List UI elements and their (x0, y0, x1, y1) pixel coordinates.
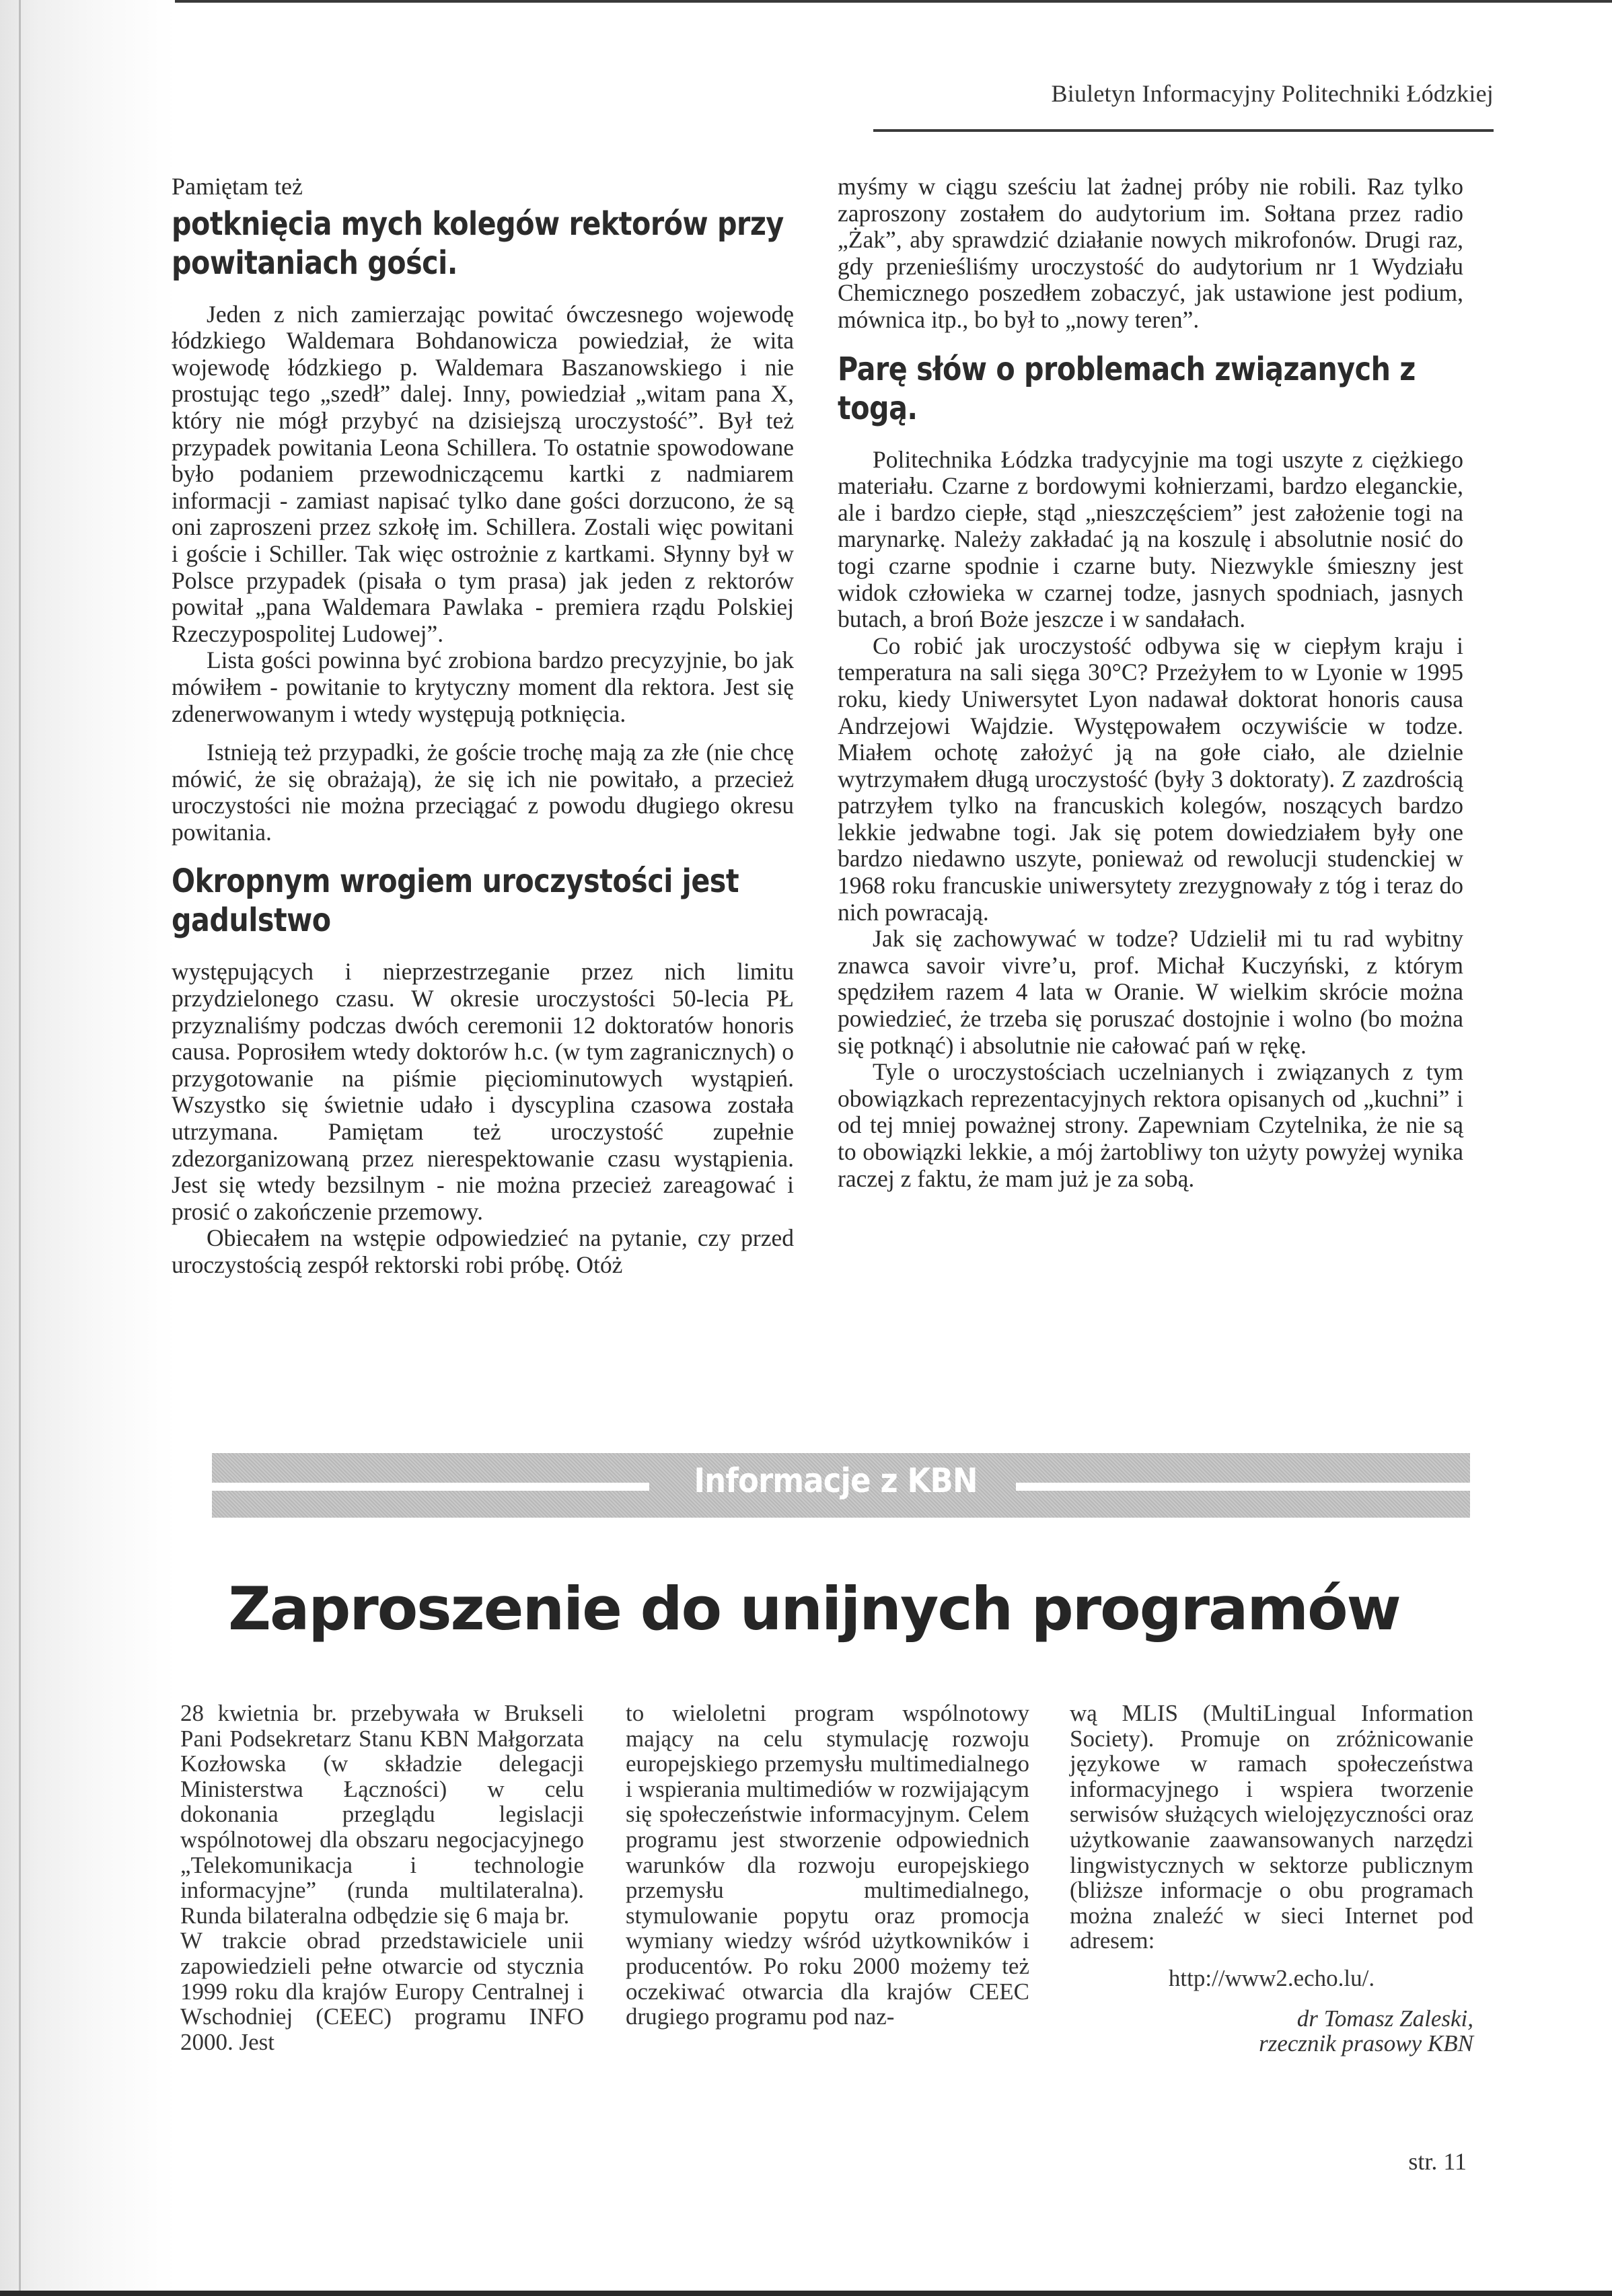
article-right-column (838, 174, 1463, 1192)
banner-stripe-right (1016, 1483, 1470, 1491)
paragraph: Lista gości powinna być zrobiona bardzo precyzyjnie, bo jak mówiłem - powitanie to krytyczny moment dla rektora. Jest się zdenerwowanym i wtedy występują potknięcia. (172, 646, 794, 727)
lead-in: Pamiętam też (172, 173, 303, 200)
paragraph: Obiecałem na wstępie odpowiedzieć na pytanie, czy przed uroczystością zespół rektorski robi próbę. Otóż (172, 1224, 794, 1278)
paragraph: wą MLIS (MultiLingual Information Society). Promuje on zróżnicowanie językowe w ramach społeczeństwa informacyjnego i wspiera tworzenie serwisów służących wielojęzyczności oraz użytkowanie zaawansowanych narzędzi lingwistycznych w sektorze publicznym (bliższe informacje o obu programach można znaleźć w sieci Internet pod adresem: (1070, 1700, 1473, 1954)
section-heading: Parę słów o problemach związanych z togą. (838, 350, 1416, 427)
running-header: Biuletyn Informacyjny Politechniki Łódzkiej (1051, 80, 1494, 107)
section-heading: potknięcia mych kolegów rektorów przy powitaniach gości. (172, 205, 784, 282)
paragraph: Co robić jak uroczystość odbywa się w ciepłym kraju i temperatura na sali sięga 30°C? Przeżyłem to w Lyonie w 1995 roku, kiedy Uniwersytet Lyon nadawał doktorat honoris causa Andrzejowi Wajdzie. Występowałem oczywiście w todze. Miałem ochotę założyć ją na gołe ciało, ale dzielnie wytrzymałem długą uroczystość (były 3 doktoraty). Z zazdrością patrzyłem tylko na francuskich kolegów, noszących bardzo lekkie jedwabne togi. Jak się potem dowiedziałem były one bardzo niedawno uszyte, ponieważ od rewolucji studenckiej w 1968 roku francuskie uniwersytety zrezygnowały z tóg i teraz do nich powracają. (838, 632, 1463, 926)
spacer (838, 334, 1463, 346)
paragraph: myśmy w ciągu sześciu lat żadnej próby nie robili. Raz tylko zaproszony zostałem do audytorium im. Sołtana przez radio „Żak”, aby sprawdzić działanie nowych mikrofonów. Drugi raz, gdy przenieśliśmy uroczystość do audytorium nr 1 Wydziału Chemicznego poszedłem zobaczyć, jak ustawione jest podium, mównica itp., bo był to „nowy teren”. (838, 173, 1463, 333)
scan-bottom-edge (0, 2291, 1612, 2296)
kbn-column-2 (626, 1701, 1029, 2030)
section-banner (212, 1453, 1470, 1518)
article-left-column (172, 174, 794, 1279)
binding-shadow (0, 0, 175, 2296)
spacer (172, 846, 794, 858)
web-address-link[interactable]: http://www2.echo.lu/. (1168, 1964, 1375, 1991)
scan-top-edge (0, 0, 1612, 3)
paragraph: Jeden z nich zamierzając powitać ówczesnego wojewodę łódzkiego Waldemara Bohdanowicza powiedział, że wita wojewodę łódzkiego p. Waldemara Baszanowskiego i nie prostując tego „szedł” dalej. Inny, powiedział „witam pana X, który nie mógł przybyć na dzisiejszą uroczystość”. Był też przypadek powitania Leona Schillera. To ostatnie spowodowane było podaniem przewodniczącemu kartki z nadmiarem informacji - zamiast napisać tylko dane gości dorzucono, że są oni zaproszeni przez szkołę im. Schillera. Zostali więc powitani i goście i Schiller. Tak więc ostrożnie z kartkami. Słynny był w Polsce przypadek (pisała o tym prasa) jak jeden z rektorów powitał „pana Waldemara Pawlaka - premiera rządu Polskiej Rzeczypospolitej Ludowej”. (172, 300, 794, 647)
paragraph: Tyle o uroczystościach uczelnianych i związanych z tym obowiązkach reprezentacyjnych rektora opisanych od „kuchni” i od tej mniej poważnej strony. Zapewniam Czytelnika, że nie są to obowiązki lekkie, a mój żartobliwy ton użyty powyżej wynika raczej z faktu, że mam już je za sobą. (838, 1058, 1463, 1192)
paragraph: W trakcie obrad przedstawiciele unii zapowiedzieli pełne otwarcie od stycznia 1999 roku dla krajów Europy Centralnej i Wschodniej (CEEC) programu INFO 2000. Jest (180, 1927, 584, 2055)
author-role: rzecznik prasowy KBN (1259, 2030, 1473, 2057)
paragraph: Istnieją też przypadki, że goście trochę mają za złe (nie chcę mówić, że się obrażają), że się ich nie powitało, a przecież uroczystości nie można przeciągać z powodu długiego okresu powitania. (172, 739, 794, 846)
article-title: Zaproszenie do unijnych programów (228, 1574, 1400, 1643)
banner-stripe-left (212, 1483, 649, 1491)
paragraph: Politechnika Łódzka tradycyjnie ma togi uszyte z ciężkiego materiału. Czarne z bordowymi kołnierzami, bardzo eleganckie, ale i bardzo ciepłe, stąd „nieszczęściem” jest założenie togi na marynarkę. Należy zakładać ją na koszulę i absolutnie nosić do togi czarne spodnie i czarne buty. Niezwykle śmieszny jest widok człowieka w czarnej todze, jasnych spodniach, jasnych butach, a broń Boże jeszcze i w sandałach. (838, 445, 1463, 633)
paragraph: występujących i nieprzestrzeganie przez nich limitu przydzielonego czasu. W okresie uroczystości 50-lecia PŁ przyznaliśmy podczas dwóch ceremonii 12 doktoratów honoris causa. Poprosiłem wtedy doktorów h.c. (w tym zagranicznych) o przygotowanie na piśmie pięciominutowych wystąpień. Wszystko się świetnie udało i dyscyplina czasowa została utrzymana. Pamiętam też uroczystość zupełnie zdezorganizowaną przez nierespektowanie czasu wystąpienia. Jest się wtedy bezsilnym - nie można przecież zareagować i prosić o zakończenie przemowy. (172, 958, 794, 1225)
section-heading: Okropnym wrogiem uroczystości jest gadulstwo (172, 862, 739, 940)
binding-line (19, 0, 21, 2296)
kbn-column-3 (1070, 1701, 1473, 2057)
paragraph: 28 kwietnia br. przebywała w Brukseli Pani Podsekretarz Stanu KBN Małgorzata Kozłowska (w składzie delegacji Ministerstwa Łączności) w celu dokonania przeglądu legislacji wspólnotowej dla obszaru negocjacyjnego „Telekomunikacja i technologie informacyjne” (runda multilateralna). Runda bilateralna odbędzie się 6 maja br. (180, 1700, 584, 1929)
paragraph: to wieloletni program wspólnotowy mający na celu stymulację rozwoju europejskiego przemysłu multimedialnego i wspierania multimediów w rozwijającym się społeczeństwie informacyjnym. Celem programu jest stworzenie odpowiednich warunków dla rozwoju europejskiego przemysłu multimedialnego, stymulowanie popytu oraz promocja wymiany wiedzy wśród użytkowników i producentów. Po roku 2000 możemy też oczekiwać otwarcia dla krajów CEEC drugiego programu pod naz- (626, 1700, 1029, 2030)
banner-label: Informacje z KBN (694, 1461, 978, 1500)
header-rule (873, 129, 1494, 132)
page-number: str. 11 (1408, 2148, 1467, 2175)
spacer (172, 727, 794, 739)
author-name: dr Tomasz Zaleski, (1296, 2005, 1473, 2032)
kbn-column-1 (180, 1701, 584, 2054)
paragraph: Jak się zachowywać w todze? Udzielił mi tu rad wybitny znawca savoir vivre’u, prof. Michał Kuczyński, z którym spędziłem razem 4 lata w Oranie. W wielkim skrócie można powiedzieć, że trzeba się poruszać dostojnie i wolno (bo można się potknąć) i absolutnie nie całować pań w rękę. (838, 925, 1463, 1059)
